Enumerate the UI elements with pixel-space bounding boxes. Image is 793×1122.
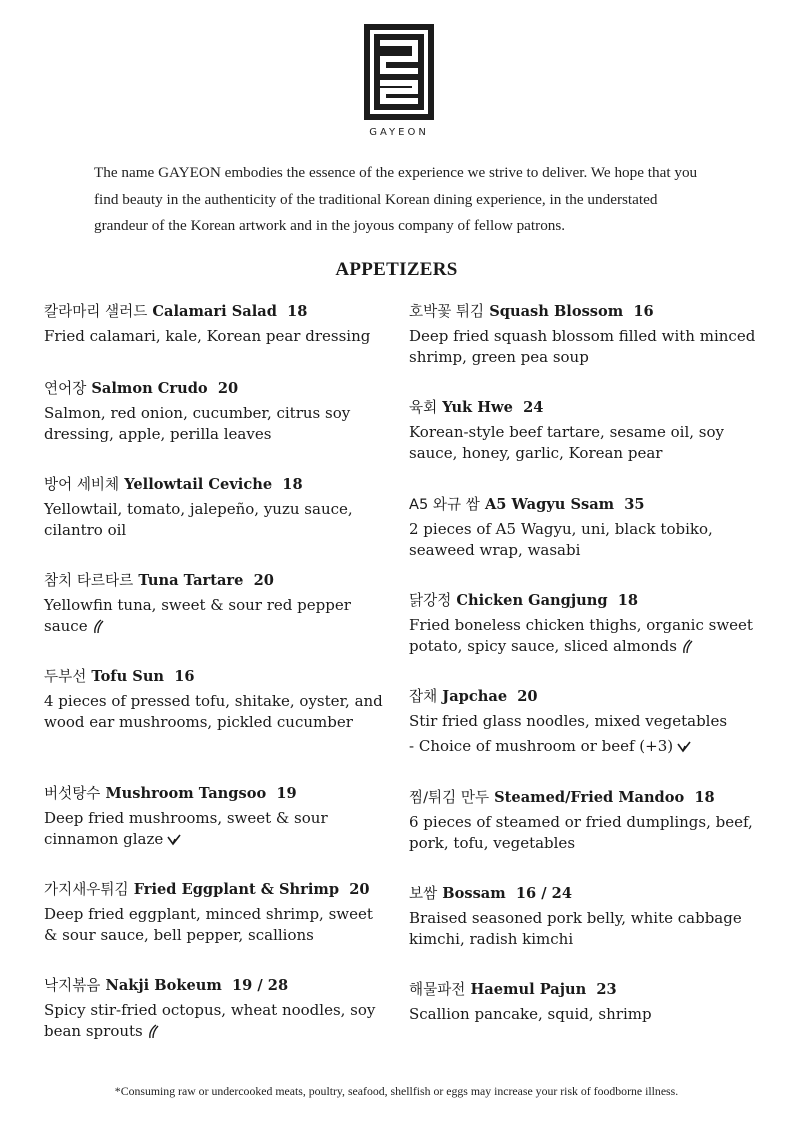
item-english-name: Japchae: [442, 688, 508, 705]
item-description: Yellowtail, tomato, jalepeño, yuzu sauce, cilantro oil: [44, 500, 353, 539]
menu-item: [44, 976, 384, 1041]
item-english-name: Salmon Crudo: [91, 380, 208, 397]
item-price: 18: [694, 789, 715, 806]
spicy-icon: [146, 1023, 160, 1039]
item-korean-name: 호박꽃 튀김: [409, 303, 485, 320]
item-description-option: [409, 736, 769, 757]
logo-emblem-icon: [362, 22, 436, 122]
item-korean-name: 가지새우튀김: [44, 881, 129, 898]
item-korean-name: 육회: [409, 399, 438, 416]
item-description: Salmon, red onion, cucumber, citrus soy dressing, apple, perilla leaves: [44, 404, 351, 443]
menu-item: [409, 687, 769, 756]
menu-item: [44, 475, 384, 540]
menu-item: [44, 302, 384, 347]
item-english-name: Mushroom Tangsoo: [105, 785, 267, 802]
item-description-text: Fried boneless chicken thighs, organic sweet potato, spicy sauce, sliced almonds: [409, 616, 753, 655]
item-korean-name: 연어장: [44, 380, 87, 397]
item-korean-name: 낙지볶음: [44, 977, 101, 994]
item-description-text: Deep fried mushrooms, sweet & sour cinnamon glaze: [44, 809, 328, 848]
item-description: Deep fried eggplant, minced shrimp, sweet & sour sauce, bell pepper, scallions: [44, 905, 373, 944]
item-title: [44, 571, 384, 591]
item-korean-name: 잡채: [409, 688, 438, 705]
item-price: 18: [617, 592, 639, 609]
item-price: 20: [349, 881, 370, 898]
item-description: Korean-style beef tartare, sesame oil, soy sauce, honey, garlic, Korean pear: [409, 423, 725, 462]
item-title: [44, 976, 384, 996]
item-description: [44, 595, 384, 636]
item-price: 19 / 28: [232, 977, 289, 994]
item-title: [409, 980, 769, 1000]
item-description-text: Spicy stir-fried octopus, wheat noodles, soy bean sprouts: [44, 1001, 376, 1040]
vegetarian-icon: [676, 740, 692, 754]
item-price: 20: [217, 380, 239, 397]
item-option-text: - Choice of mushroom or beef (+3): [409, 736, 674, 755]
item-english-name: Squash Blossom: [489, 303, 624, 320]
menu-item: [44, 880, 384, 945]
item-description: Deep fried squash blossom filled with minced shrimp, green pea soup: [409, 327, 756, 366]
item-description: [44, 808, 384, 849]
menu-item: [44, 379, 384, 444]
item-english-name: Tuna Tartare: [138, 572, 244, 589]
item-english-name: Nakji Bokeum: [105, 977, 222, 994]
intro-paragraph: The name GAYEON embodies the essence of the experience we strive to deliver. We hope that you find beauty in the authenticity of the traditional Korean dining experience, in the understated grandeur of the Korean artwork and in the joyous company of fellow patrons.: [94, 164, 698, 234]
item-korean-name: 버섯탕수: [44, 785, 101, 802]
item-title: [409, 495, 769, 515]
item-description: Stir fried glass noodles, mixed vegetables: [409, 712, 728, 730]
item-description: Fried calamari, kale, Korean pear dressing: [44, 327, 371, 345]
item-title: [44, 302, 384, 322]
logo-wordmark: GAYEON: [369, 127, 429, 138]
spicy-icon: [91, 618, 105, 634]
item-description: [44, 1000, 384, 1041]
item-description: Scallion pancake, squid, shrimp: [409, 1005, 652, 1023]
item-english-name: Calamari Salad: [152, 303, 277, 320]
item-english-name: Yuk Hwe: [442, 399, 513, 416]
item-description: Braised seasoned pork belly, white cabbage kimchi, radish kimchi: [409, 909, 742, 948]
item-price: 18: [287, 303, 308, 320]
spicy-icon: [680, 638, 694, 654]
item-title: [409, 591, 769, 611]
item-korean-name: 참치 타르타르: [44, 572, 134, 589]
item-price: 16 / 24: [515, 885, 572, 902]
item-korean-name: 찜/튀김 만두: [409, 789, 490, 806]
item-english-name: Fried Eggplant & Shrimp: [133, 881, 340, 898]
item-english-name: Steamed/Fried Mandoo: [494, 789, 685, 806]
item-title: [44, 475, 384, 495]
item-title: [44, 880, 384, 900]
item-english-name: Bossam: [442, 885, 506, 902]
menu-item: [409, 398, 769, 463]
item-price: 20: [517, 688, 538, 705]
vegetarian-icon: [166, 833, 182, 847]
item-description: 4 pieces of pressed tofu, shitake, oyster, and wood ear mushrooms, pickled cucumber: [44, 692, 383, 731]
item-korean-name: A5 와규 쌈: [409, 496, 480, 513]
item-price: 23: [596, 981, 617, 998]
item-title: [409, 884, 769, 904]
item-description-text: Yellowfin tuna, sweet & sour red pepper sauce: [44, 596, 351, 635]
menu-item: [44, 667, 384, 732]
item-price: 20: [253, 572, 274, 589]
item-price: 19: [276, 785, 297, 802]
item-price: 16: [174, 668, 195, 685]
menu-item: [409, 884, 769, 949]
item-english-name: Chicken Gangjung: [456, 592, 608, 609]
item-title: [44, 379, 384, 399]
item-korean-name: 두부선: [44, 668, 87, 685]
section-title: APPETIZERS: [335, 259, 458, 280]
menu-item: [409, 302, 769, 367]
item-english-name: Tofu Sun: [91, 668, 165, 685]
item-title: [409, 398, 769, 418]
item-description: 6 pieces of steamed or fried dumplings, beef, pork, tofu, vegetables: [409, 813, 753, 852]
menu-item: [44, 571, 384, 636]
item-title: [44, 667, 384, 687]
item-price: 16: [633, 303, 654, 320]
item-english-name: A5 Wagyu Ssam: [484, 496, 615, 513]
menu-item: [44, 784, 384, 849]
item-title: [44, 784, 384, 804]
item-korean-name: 해물파전: [409, 981, 466, 998]
footnote-disclaimer: *Consuming raw or undercooked meats, poultry, seafood, shellfish or eggs may increase your risk of foodborne illness.: [114, 1084, 679, 1098]
item-price: 18: [282, 476, 303, 493]
item-description: [409, 615, 769, 656]
item-korean-name: 보쌈: [409, 885, 438, 902]
item-title: [409, 687, 769, 707]
item-korean-name: 닭강정: [409, 592, 452, 609]
menu-item: [409, 788, 769, 853]
item-english-name: Yellowtail Ceviche: [124, 476, 273, 493]
item-title: [409, 302, 769, 322]
gayeon-logo: [362, 22, 436, 138]
item-english-name: Haemul Pajun: [470, 981, 587, 998]
item-title: [409, 788, 769, 808]
item-price: 35: [624, 496, 645, 513]
item-description: 2 pieces of A5 Wagyu, uni, black tobiko, seaweed wrap, wasabi: [409, 520, 713, 559]
item-korean-name: 방어 세비체: [44, 476, 120, 493]
item-korean-name: 칼라마리 샐러드: [44, 303, 148, 320]
menu-item: [409, 591, 769, 656]
menu-item: [409, 495, 769, 560]
item-price: 24: [523, 399, 544, 416]
menu-item: [409, 980, 769, 1025]
